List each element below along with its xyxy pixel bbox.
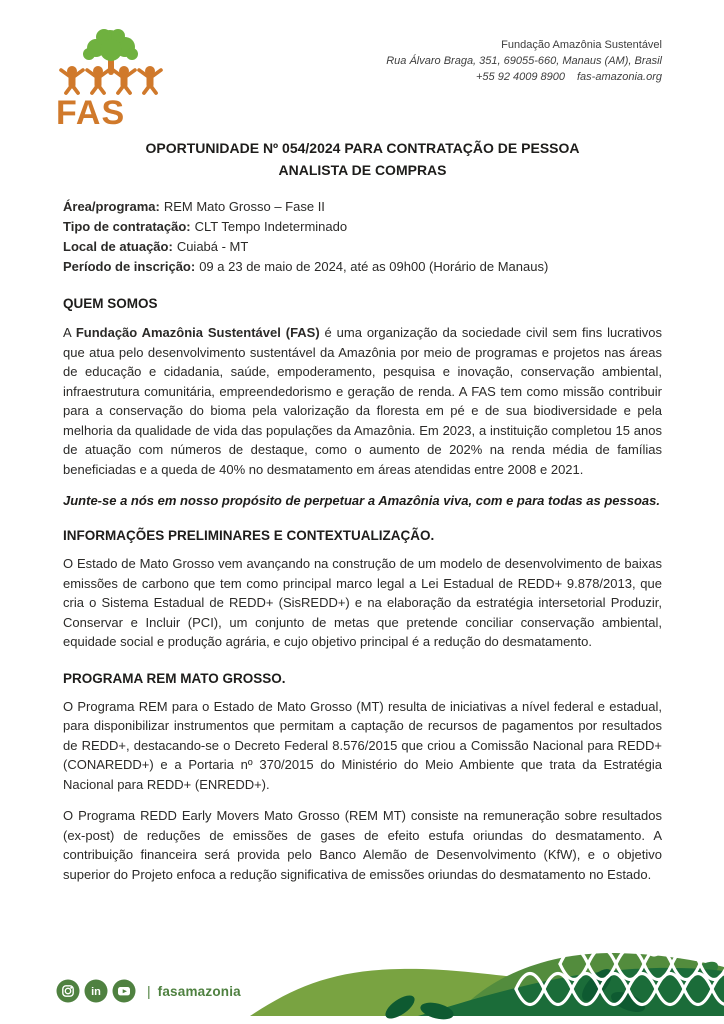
meta-row-inscricao	[63, 257, 662, 277]
meta-value: REM Mato Grosso – Fase II	[163, 199, 325, 214]
fas-logo	[58, 28, 170, 126]
document-title-line2: ANALISTA DE COMPRAS	[278, 162, 447, 178]
org-address: Rua Álvaro Braga, 351, 69055-660, Manaus (AM), Brasil	[386, 55, 662, 67]
fas-logo-graphic	[58, 28, 170, 126]
tagline: Junte-se a nós em nosso propósito de perpetuar a Amazônia viva, com e para todas as pessoas.	[63, 493, 660, 508]
tree-canopy-icon	[83, 29, 138, 61]
footer-divider: |	[147, 983, 151, 999]
meta-label: Local de atuação:	[63, 239, 173, 254]
instagram-icon[interactable]	[56, 979, 80, 1003]
meta-value: CLT Tempo Indeterminado	[194, 219, 348, 234]
paragraph-lead: A	[63, 325, 76, 340]
footer-wave-graphic	[0, 928, 724, 1024]
document-body	[63, 128, 662, 884]
meta-label: Tipo de contratação:	[63, 219, 191, 234]
meta-label: Período de inscrição:	[63, 259, 196, 274]
header-contact-block	[386, 37, 662, 85]
meta-row-contratacao	[63, 217, 662, 237]
document-title-line1: OPORTUNIDADE Nº 054/2024 PARA CONTRATAÇÃO DE PESSOA	[145, 140, 580, 156]
linkedin-label: in	[91, 986, 101, 999]
fas-wordmark: FAS	[58, 94, 126, 126]
org-phone: +55 92 4009 8900	[475, 71, 565, 83]
paragraph-informacoes: O Estado de Mato Grosso vem avançando na construção de um modelo de desenvolvimento de baixas emissões de carbono que tem como principal marco legal a Lei Estadual de REDD+ 9.878/2013, que cria o Sistema Estadual de REDD+ (SisREDD+) e na elaboração da estratégia intersetorial Produzir, Conservar e Incluir (PCI), um conjunto de metas que pretende conciliar conservação ambiental, equidade social e produção agrária, e cujo objetivo principal é a redução do desmatamento.	[63, 556, 662, 649]
meta-row-local	[63, 237, 662, 257]
org-phone-site	[386, 69, 662, 85]
meta-row-area	[63, 197, 662, 217]
linkedin-icon[interactable]	[84, 979, 108, 1003]
section-heading-quem-somos: QUEM SOMOS	[63, 296, 158, 311]
job-meta-list	[63, 197, 662, 277]
org-website: fas-amazonia.org	[577, 71, 662, 83]
org-name: Fundação Amazônia Sustentável	[501, 39, 662, 51]
footer-social-bar	[56, 978, 241, 1004]
paragraph-programa-1: O Programa REM para o Estado de Mato Grosso (MT) resulta de iniciativas a nível federal e estadual, para disponibilizar instrumentos que permitam a captação de recursos de pagamentos por resultados de REDD+, destacando-se o Decreto Federal 8.576/2015 que criou a Comissão Nacional para REDD+ (CONAREDD+) e a Portaria nº 370/2015 do Ministério do Meio Ambiente que trata da Estratégia Nacional para REDD+ (ENREDD+).	[63, 698, 662, 792]
meta-value: 09 a 23 de maio de 2024, até as 09h00 (Horário de Manaus)	[199, 259, 549, 274]
document-title	[63, 137, 662, 181]
youtube-icon[interactable]	[112, 979, 136, 1003]
paragraph-programa-2: O Programa REDD Early Movers Mato Grosso (REM MT) consiste na remuneração sobre resultados (ex-post) de reduções de emissões de gases de efeito estufa oriundas do desmatamento. A contribuição financeira será provida pelo Banco Alemão de Desenvolvimento (KfW), e o objetivo superior do Projeto enfoca a redução significativa de emissões oriundas do desmatamento no Estado.	[63, 808, 662, 882]
footer-handle[interactable]: fasamazonia	[157, 983, 241, 999]
org-name-bold: Fundação Amazônia Sustentável (FAS)	[75, 325, 320, 340]
meta-value: Cuiabá - MT	[176, 239, 249, 254]
section-heading-informacoes: INFORMAÇÕES PRELIMINARES E CONTEXTUALIZAÇÃO.	[63, 528, 435, 543]
paragraph-quem-somos	[63, 323, 662, 479]
paragraph-rest: é uma organização da sociedade civil sem fins lucrativos que atua pelo desenvolvimento sustentável da Amazônia por meio de programas e projetos nas áreas de educação e cidadania, saúde, empoderamento, pesquisa e inovação, conservação ambiental, infraestrutura comunitária, empreendedorismo e geração de renda. A FAS tem como missão contribuir para a conservação do bioma pela valorização da floresta em pé e de sua biodiversidade e pela melhoria da qualidade de vida das populações da Amazônia. Em 2023, a instituição completou 15 anos de atuação com números de destaque, como o aumento de 202% na renda média de famílias beneficiadas e a queda de 40% no desmatamento em áreas atendidas entre 2008 e 2021.	[63, 325, 662, 477]
section-heading-programa: PROGRAMA REM MATO GROSSO.	[63, 670, 286, 686]
meta-label: Área/programa:	[63, 199, 160, 214]
